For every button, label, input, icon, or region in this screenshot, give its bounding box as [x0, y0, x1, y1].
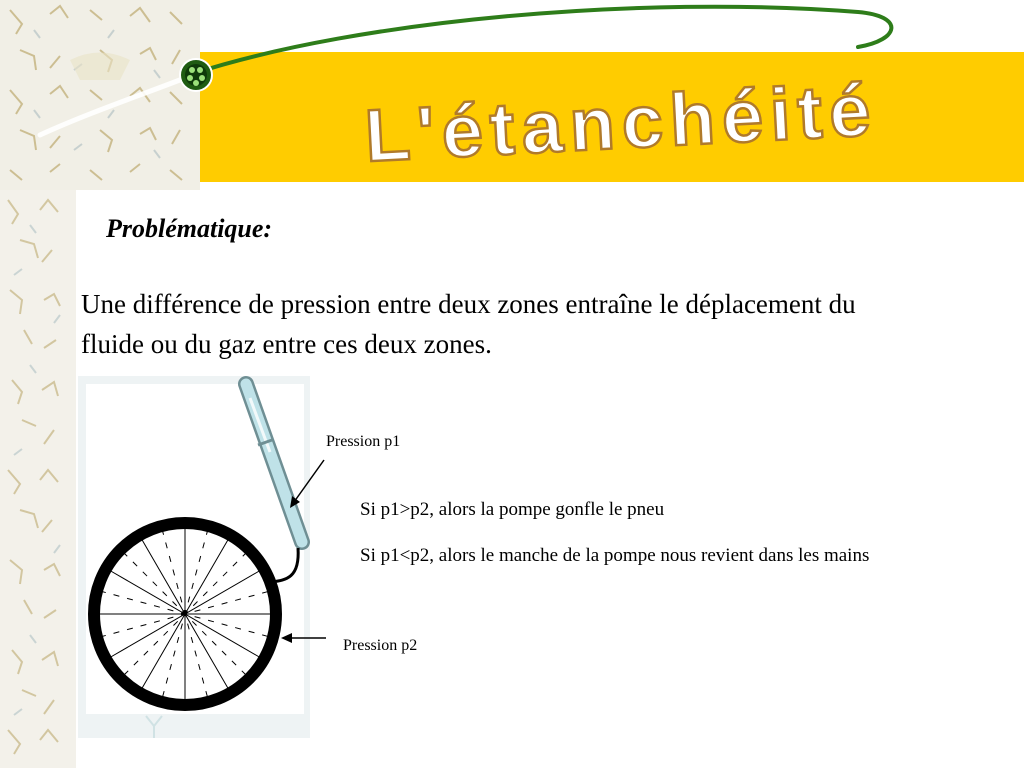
- intro-paragraph: Une différence de pression entre deux zones entraîne le déplacement du fluide ou du gaz entre ces deux zones.: [81, 289, 856, 359]
- label-pression-p1: Pression p1: [326, 433, 401, 450]
- wheel-icon: [94, 523, 276, 705]
- label-pression-p2: Pression p2: [343, 637, 418, 654]
- subtitle: Problématique:: [106, 214, 273, 243]
- slide-title: L'étanchéité: [362, 67, 880, 178]
- statement-2: Si p1<p2, alors le manche de la pompe nous revient dans les mains: [360, 545, 870, 566]
- statement-1: Si p1>p2, alors la pompe gonfle le pneu: [360, 499, 665, 520]
